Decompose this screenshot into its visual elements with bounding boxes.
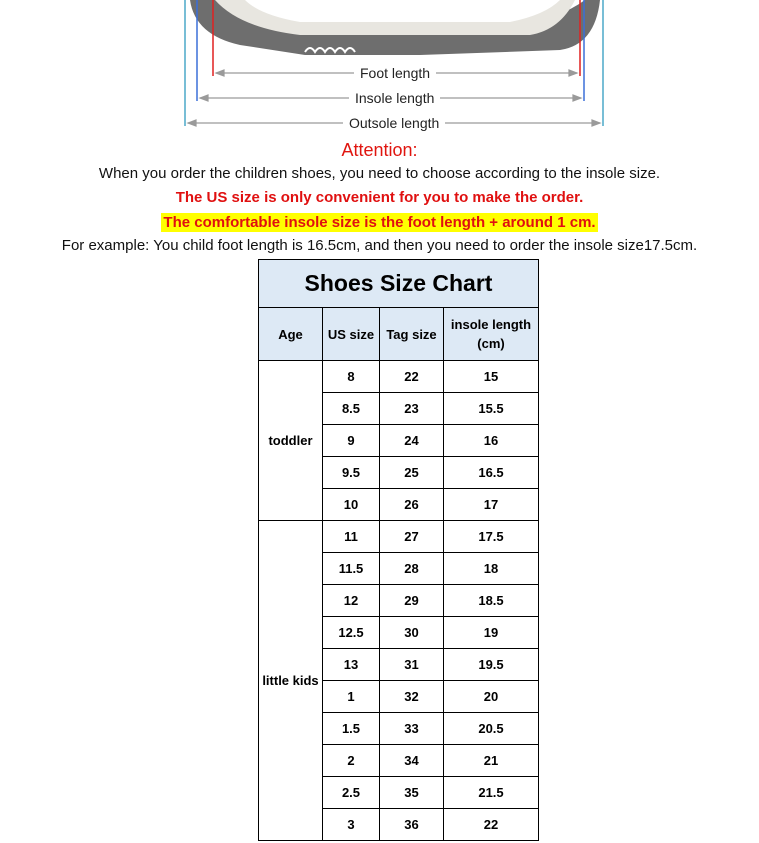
tag-size-cell: 34 xyxy=(380,745,444,777)
outsole-length-label: Outsole length xyxy=(343,115,445,131)
insole-length-cell: 18 xyxy=(444,553,539,585)
insole-length-cell: 17.5 xyxy=(444,521,539,553)
header-age: Age xyxy=(259,308,323,361)
size-chart-body xyxy=(259,361,539,841)
insole-length-cell: 21 xyxy=(444,745,539,777)
header-insole-length: insole length (cm) xyxy=(444,308,539,361)
tag-size-cell: 23 xyxy=(380,393,444,425)
insole-length-cell: 20 xyxy=(444,681,539,713)
insole-length-cell: 18.5 xyxy=(444,585,539,617)
insole-length-cell: 19 xyxy=(444,617,539,649)
tag-size-cell: 24 xyxy=(380,425,444,457)
age-group-cell: toddler xyxy=(259,361,323,521)
us-size-cell: 10 xyxy=(323,489,380,521)
header-tag-size: Tag size xyxy=(380,308,444,361)
tag-size-cell: 36 xyxy=(380,809,444,841)
tag-size-cell: 35 xyxy=(380,777,444,809)
us-size-cell: 11.5 xyxy=(323,553,380,585)
insole-length-cell: 22 xyxy=(444,809,539,841)
tag-size-cell: 22 xyxy=(380,361,444,393)
us-size-cell: 1 xyxy=(323,681,380,713)
insole-length-cell: 17 xyxy=(444,489,539,521)
tag-size-cell: 31 xyxy=(380,649,444,681)
us-size-cell: 13 xyxy=(323,649,380,681)
us-size-cell: 8 xyxy=(323,361,380,393)
us-size-cell: 3 xyxy=(323,809,380,841)
size-chart-title: Shoes Size Chart xyxy=(259,260,539,308)
table-row xyxy=(259,521,539,553)
insole-length-cell: 19.5 xyxy=(444,649,539,681)
us-size-cell: 11 xyxy=(323,521,380,553)
insole-length-cell: 21.5 xyxy=(444,777,539,809)
tag-size-cell: 25 xyxy=(380,457,444,489)
insole-length-cell: 20.5 xyxy=(444,713,539,745)
order-instruction: When you order the children shoes, you need to choose according to the insole size. xyxy=(98,165,661,182)
header-us-size: US size xyxy=(323,308,380,361)
insole-length-cell: 16 xyxy=(444,425,539,457)
foot-length-label: Foot length xyxy=(354,65,436,81)
us-size-cell: 12 xyxy=(323,585,380,617)
age-group-cell: little kids xyxy=(259,521,323,841)
insole-length-cell: 15.5 xyxy=(444,393,539,425)
tag-size-cell: 26 xyxy=(380,489,444,521)
comfort-note: The comfortable insole size is the foot length + around 1 cm. xyxy=(163,214,596,231)
tag-size-cell: 28 xyxy=(380,553,444,585)
shoe-measurement-diagram xyxy=(0,0,759,135)
us-size-cell: 2 xyxy=(323,745,380,777)
comfort-note-line xyxy=(0,213,759,232)
us-size-cell: 1.5 xyxy=(323,713,380,745)
us-size-cell: 9.5 xyxy=(323,457,380,489)
us-size-cell: 12.5 xyxy=(323,617,380,649)
tag-size-cell: 27 xyxy=(380,521,444,553)
insole-length-label: Insole length xyxy=(349,90,440,106)
table-row xyxy=(259,361,539,393)
size-chart-table xyxy=(258,259,539,841)
tag-size-cell: 33 xyxy=(380,713,444,745)
tag-size-cell: 29 xyxy=(380,585,444,617)
us-size-cell: 2.5 xyxy=(323,777,380,809)
insole-length-cell: 15 xyxy=(444,361,539,393)
us-size-cell: 9 xyxy=(323,425,380,457)
us-size-note: The US size is only convenient for you to make the order. xyxy=(175,189,584,206)
tag-size-cell: 32 xyxy=(380,681,444,713)
example-note: For example: You child foot length is 16.5cm, and then you need to order the insole size17.5cm. xyxy=(61,237,698,254)
insole-length-cell: 16.5 xyxy=(444,457,539,489)
attention-heading: Attention: xyxy=(341,140,418,160)
us-size-cell: 8.5 xyxy=(323,393,380,425)
tag-size-cell: 30 xyxy=(380,617,444,649)
